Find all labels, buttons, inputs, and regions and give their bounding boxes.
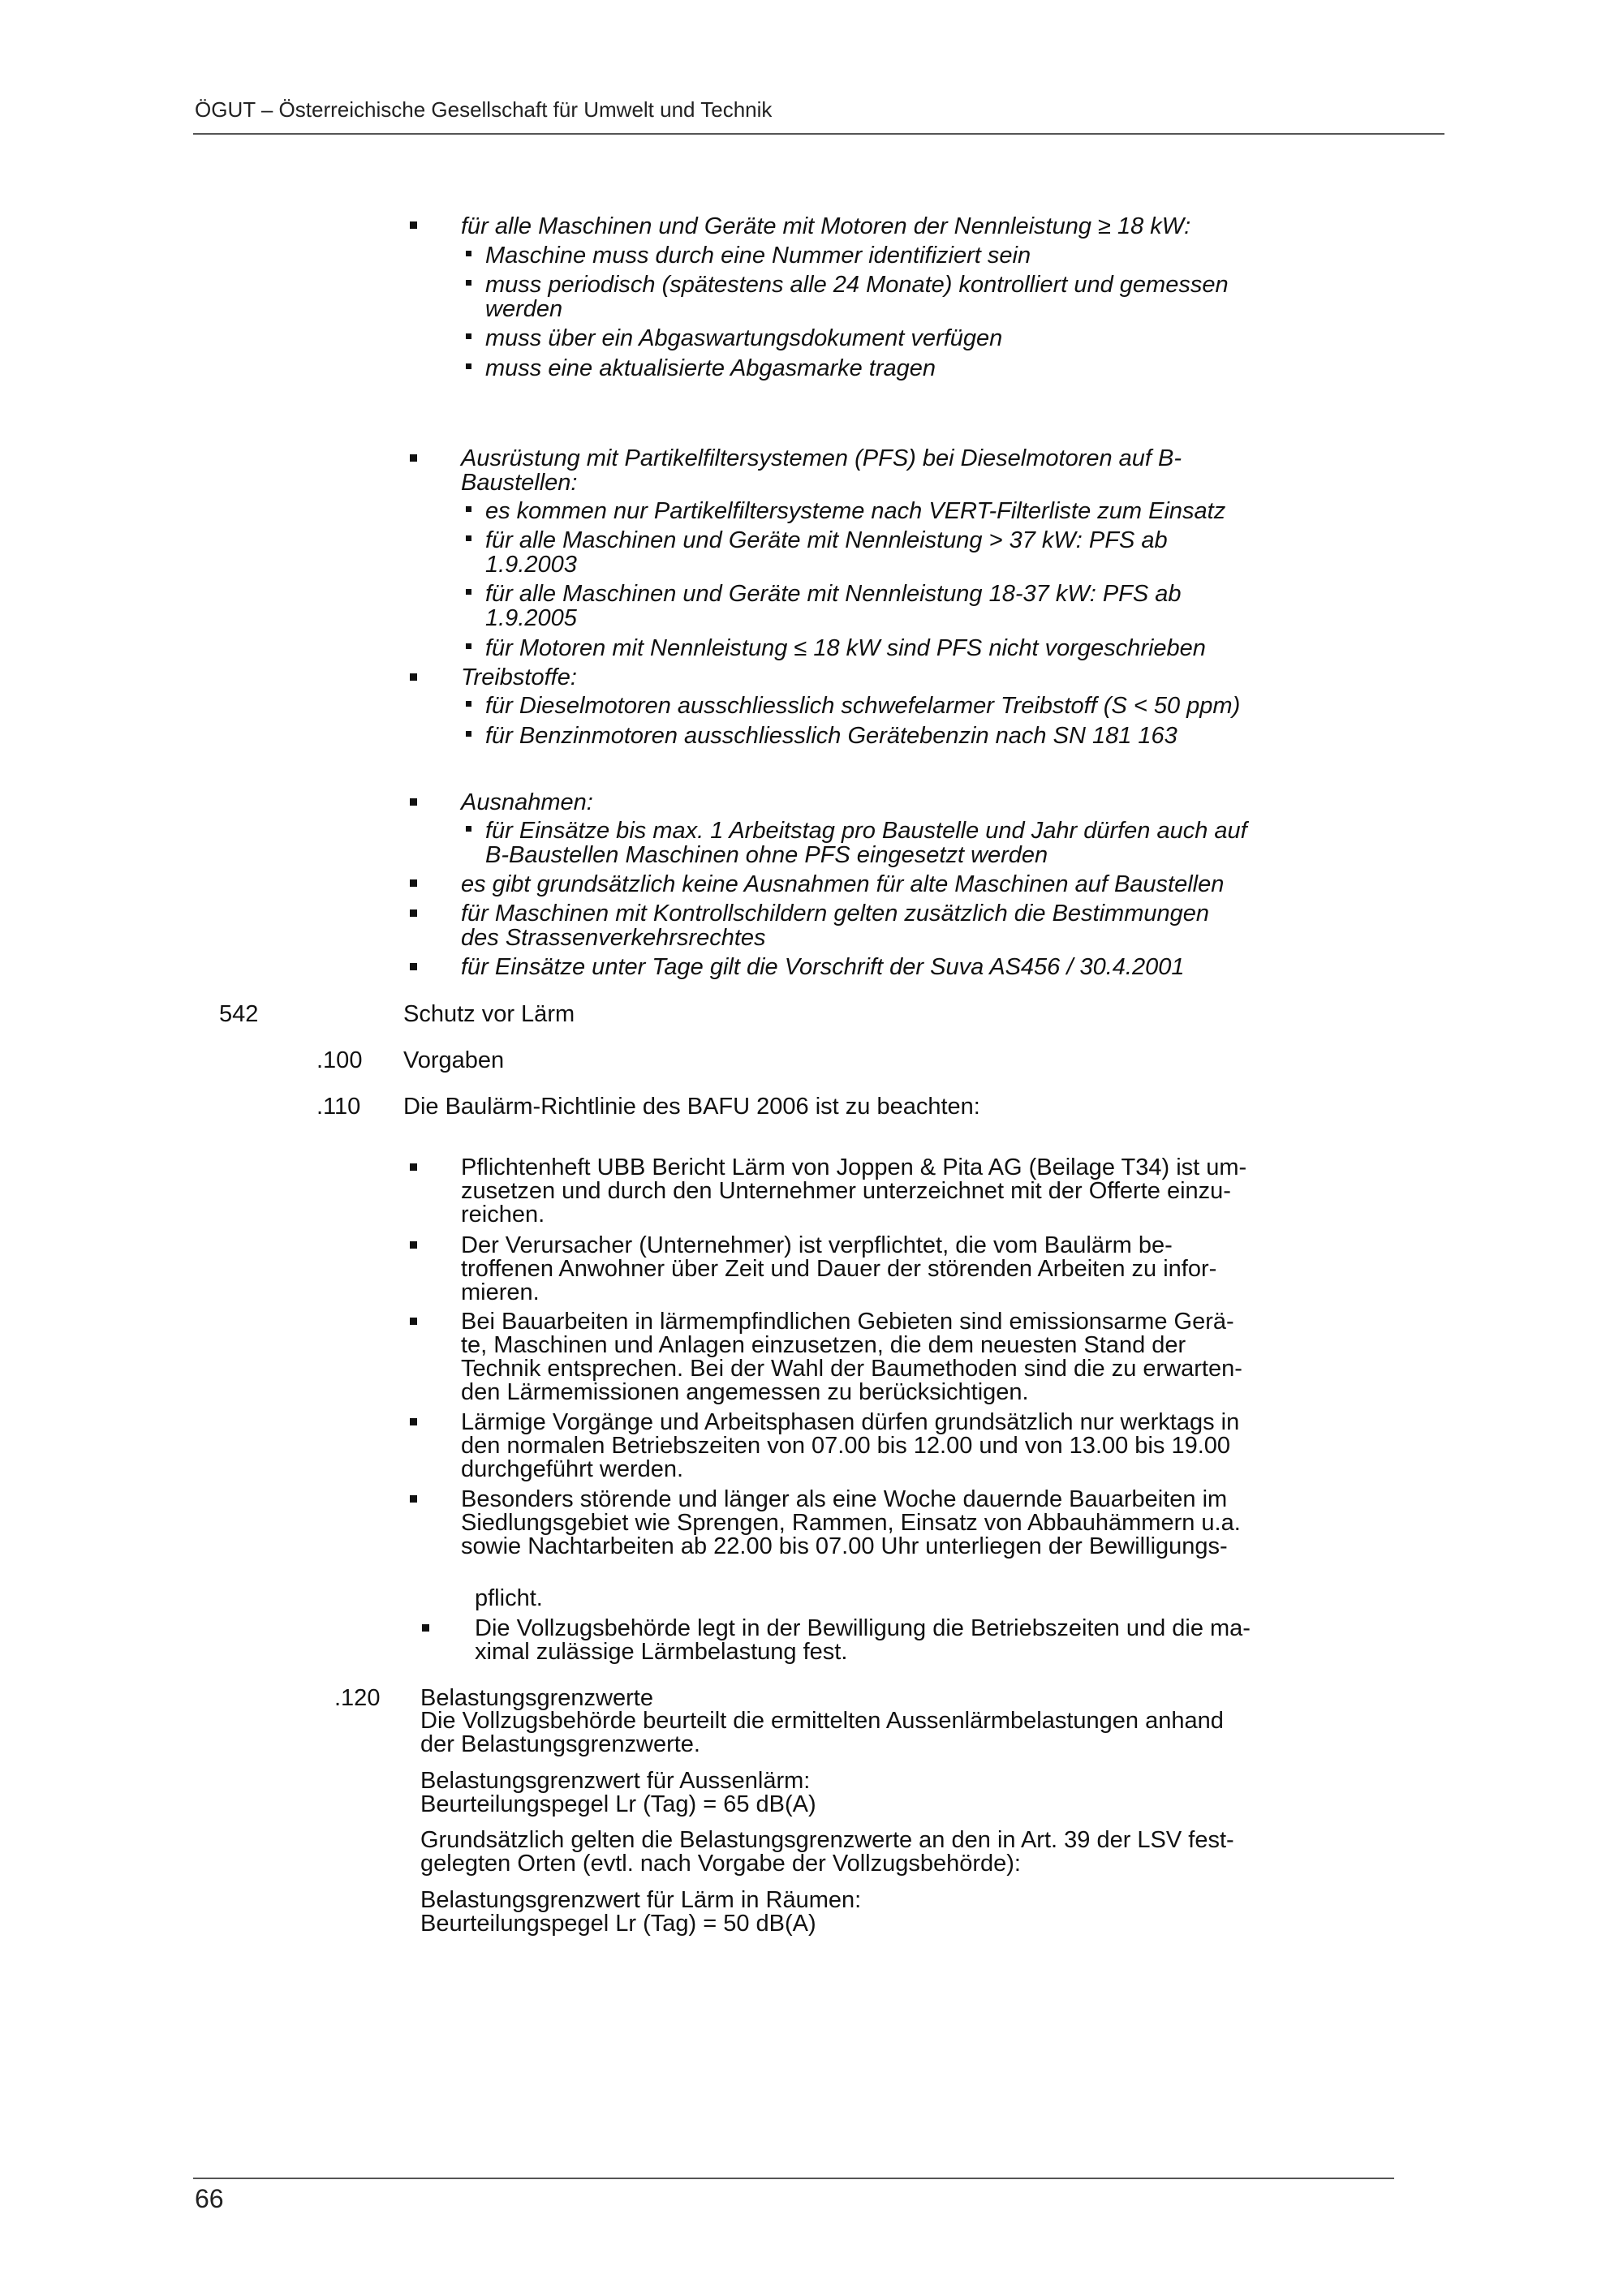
noise-item-1: Pflichtenheft UBB Bericht Lärm von Joppen & Pita AG (Beilage T34) ist um-: [461, 1154, 1247, 1180]
bullet-square: [410, 879, 417, 887]
sub-bullet: [466, 589, 471, 595]
noise-item-3: Technik entsprechen. Bei der Wahl der Baumethoden sind die zu erwarten-: [461, 1356, 1242, 1382]
sub-bullet: [466, 363, 471, 369]
bullet-square: [422, 1624, 429, 1632]
bullet-square: [410, 1163, 417, 1171]
limits-outdoor: Belastungsgrenzwert für Aussenlärm:: [420, 1768, 811, 1794]
bullet-square: [410, 798, 417, 806]
limits-paragraph: gelegten Orten (evtl. nach Vorgabe der Vollzugsbehörde):: [420, 1851, 1021, 1877]
noise-item-3: den Lärmemissionen angemessen zu berücksichtigen.: [461, 1379, 1029, 1405]
motors-intro: für alle Maschinen und Geräte mit Motoren der Nennleistung ≥ 18 kW:: [461, 213, 1191, 239]
limits-paragraph: Die Vollzugsbehörde beurteilt die ermittelten Aussenlärmbelastungen anhand: [420, 1708, 1224, 1734]
subsection-number: .120: [334, 1685, 381, 1711]
section-number: 542: [219, 1001, 259, 1027]
noise-item-2: troffenen Anwohner über Zeit und Dauer der störenden Arbeiten zu infor-: [461, 1256, 1217, 1282]
section-title: Schutz vor Lärm: [403, 1001, 575, 1027]
page-number: 66: [195, 2184, 224, 2213]
exceptions-item: des Strassenverkehrsrechtes: [461, 925, 766, 951]
sub-bullet: [466, 506, 471, 512]
motors-item: muss über ein Abgaswartungsdokument verfügen: [485, 325, 1003, 351]
header-divider: [193, 133, 1444, 135]
exceptions-item: für Einsätze unter Tage gilt die Vorschrift der Suva AS456 / 30.4.2001: [461, 954, 1185, 980]
exceptions-item: für Maschinen mit Kontrollschildern gelten zusätzlich die Bestimmungen: [461, 901, 1209, 927]
sub-bullet: [466, 280, 471, 286]
footer-divider: [193, 2178, 1394, 2179]
noise-item-2: mieren.: [461, 1279, 540, 1305]
noise-item-3: te, Maschinen und Anlagen einzusetzen, die dem neuesten Stand der: [461, 1332, 1186, 1358]
limits-indoor: Beurteilungspegel Lr (Tag) = 50 dB(A): [420, 1911, 816, 1937]
sub-bullet: [466, 826, 471, 832]
pfs-item: für alle Maschinen und Geräte mit Nennleistung 18-37 kW: PFS ab: [485, 581, 1182, 607]
subsection-number: .100: [316, 1047, 363, 1073]
sub-bullet: [466, 333, 471, 339]
pfs-item: 1.9.2005: [485, 605, 577, 631]
bullet-square: [410, 454, 417, 462]
bullet-square: [410, 673, 417, 681]
noise-item-1: zusetzen und durch den Unternehmer unterzeichnet mit der Offerte einzu-: [461, 1178, 1231, 1204]
motors-item: muss eine aktualisierte Abgasmarke tragen: [485, 355, 936, 381]
pfs-intro: Ausrüstung mit Partikelfiltersystemen (PFS) bei Dieselmotoren auf B-: [461, 445, 1182, 471]
page-header: ÖGUT – Österreichische Gesellschaft für Umwelt und Technik: [195, 97, 773, 122]
noise-item-6: Die Vollzugsbehörde legt in der Bewilligung die Betriebszeiten und die ma-: [475, 1615, 1251, 1641]
limits-title: Belastungsgrenzwerte: [420, 1685, 653, 1711]
fuel-intro: Treibstoffe:: [461, 664, 577, 690]
bullet-square: [410, 1495, 417, 1503]
noise-item-2: Der Verursacher (Unternehmer) ist verpflichtet, die vom Baulärm be-: [461, 1232, 1173, 1258]
sub-bullet: [466, 535, 471, 541]
pfs-intro: Baustellen:: [461, 470, 578, 496]
noise-item-5: Besonders störende und länger als eine Woche dauernde Bauarbeiten im: [461, 1486, 1228, 1512]
motors-item: werden: [485, 296, 563, 322]
fuel-item: für Dieselmotoren ausschliesslich schwefelarmer Treibstoff (S < 50 ppm): [485, 693, 1241, 719]
subsection-title: Vorgaben: [403, 1047, 505, 1073]
noise-item-5-continued: pflicht.: [475, 1585, 543, 1611]
sub-bullet: [466, 251, 471, 256]
noise-item-4: den normalen Betriebszeiten von 07.00 bis 12.00 und von 13.00 bis 19.00: [461, 1433, 1231, 1459]
pfs-item: für alle Maschinen und Geräte mit Nennleistung > 37 kW: PFS ab: [485, 527, 1168, 553]
exceptions-sub: B-Baustellen Maschinen ohne PFS eingesetzt werden: [485, 842, 1048, 868]
noise-item-5: sowie Nachtarbeiten ab 22.00 bis 07.00 Uhr unterliegen der Bewilligungs-: [461, 1533, 1228, 1559]
bullet-square: [410, 221, 417, 229]
noise-item-4: durchgeführt werden.: [461, 1456, 684, 1482]
noise-item-4: Lärmige Vorgänge und Arbeitsphasen dürfen grundsätzlich nur werktags in: [461, 1409, 1240, 1435]
motors-item: Maschine muss durch eine Nummer identifiziert sein: [485, 243, 1031, 269]
noise-item-3: Bei Bauarbeiten in lärmempfindlichen Gebieten sind emissionsarme Gerä-: [461, 1309, 1234, 1335]
noise-item-5: Siedlungsgebiet wie Sprengen, Rammen, Einsatz von Abbauhämmern u.a.: [461, 1510, 1241, 1536]
exceptions-sub: für Einsätze bis max. 1 Arbeitstag pro Baustelle und Jahr dürfen auch auf: [485, 818, 1247, 844]
sub-bullet: [466, 731, 471, 737]
noise-item-1: reichen.: [461, 1202, 545, 1228]
limits-indoor: Belastungsgrenzwert für Lärm in Räumen:: [420, 1887, 862, 1913]
limits-paragraph: der Belastungsgrenzwerte.: [420, 1731, 700, 1757]
sub-bullet: [466, 643, 471, 649]
bullet-square: [410, 1318, 417, 1325]
limits-outdoor: Beurteilungspegel Lr (Tag) = 65 dB(A): [420, 1791, 816, 1817]
bullet-square: [410, 1241, 417, 1249]
pfs-item: 1.9.2003: [485, 552, 577, 578]
subsection-number: .110: [316, 1094, 361, 1120]
noise-item-6: ximal zulässige Lärmbelastung fest.: [475, 1639, 848, 1665]
limits-paragraph: Grundsätzlich gelten die Belastungsgrenzwerte an den in Art. 39 der LSV fest-: [420, 1827, 1234, 1853]
subsection-title: Die Baulärm-Richtlinie des BAFU 2006 ist zu beachten:: [403, 1094, 980, 1120]
pfs-item: für Motoren mit Nennleistung ≤ 18 kW sind PFS nicht vorgeschrieben: [485, 635, 1206, 661]
exceptions-item: es gibt grundsätzlich keine Ausnahmen für alte Maschinen auf Baustellen: [461, 871, 1225, 897]
bullet-square: [410, 963, 417, 970]
pfs-item: es kommen nur Partikelfiltersysteme nach VERT-Filterliste zum Einsatz: [485, 498, 1226, 524]
fuel-item: für Benzinmotoren ausschliesslich Gerätebenzin nach SN 181 163: [485, 723, 1177, 749]
bullet-square: [410, 909, 417, 917]
bullet-square: [410, 1418, 417, 1425]
sub-bullet: [466, 701, 471, 707]
exceptions-intro: Ausnahmen:: [461, 789, 593, 815]
motors-item: muss periodisch (spätestens alle 24 Monate) kontrolliert und gemessen: [485, 272, 1229, 298]
